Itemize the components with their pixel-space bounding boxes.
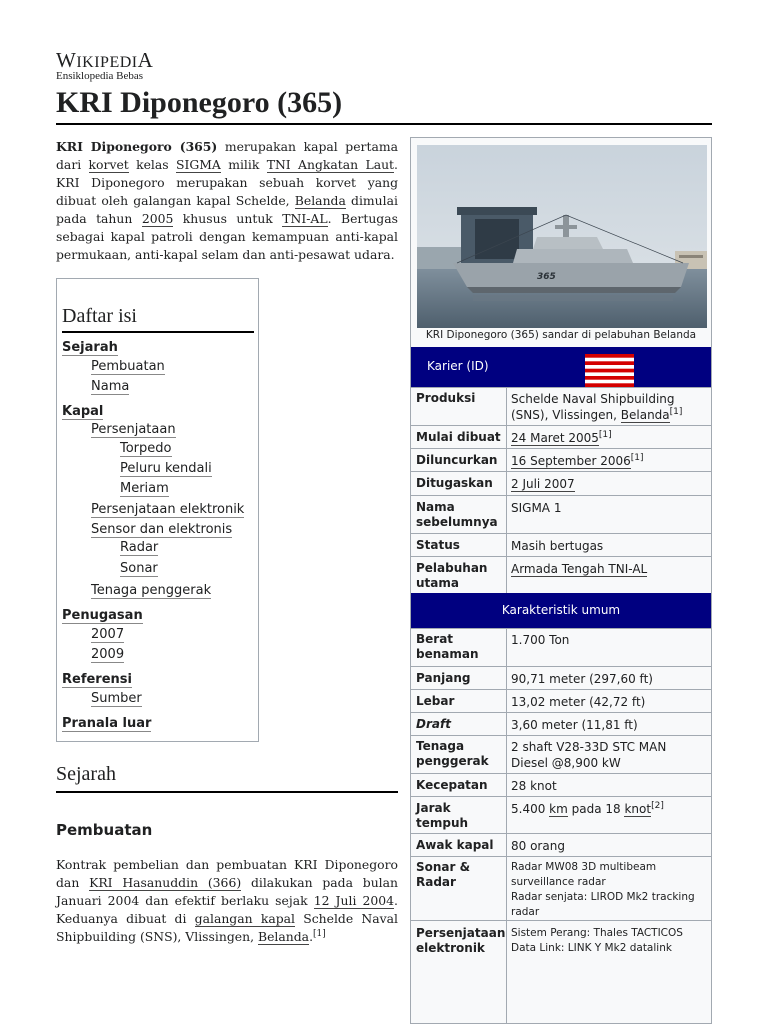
intro-paragraph [56,138,398,264]
toc-item-nama[interactable]: Nama [91,379,130,394]
link-kri-hasanuddin[interactable]: KRI Hasanuddin (366) [89,875,242,890]
link-km[interactable]: km [549,802,568,816]
link-galangan-kapal[interactable]: galangan kapal [194,911,295,926]
characteristics-header: Karakteristik umum [411,593,711,628]
wikipedia-logo[interactable]: WIKIPEDIA [56,48,154,72]
link-2005[interactable]: 2005 [141,211,174,226]
toc-title: Daftar isi [62,305,137,327]
infobox-row-ditugaskan: Ditugaskan 2 Juli 2007 [411,471,711,496]
hull-number: 365 [537,272,556,282]
intro-text: . KRI Diponegoro merupakan sebuah korvet yang dibuat oleh galangan kapal Schelde, [56,157,398,208]
link-belanda-2[interactable]: Belanda [257,929,310,944]
pembuatan-paragraph: Kontrak pembelian dan pembuatan KRI Diponegoro dan KRI Hasanuddin (366) dilakukan pada bulan Januari 2004 dan efektif berlaku sejak 12 Juli 2004. Keduanya dibuat di galangan kapal Schelde Naval Shipbuilding (SNS), Vlissingen, Belanda.[1] [56,857,398,944]
link-12-juli-2004[interactable]: 12 Juli 2004 [313,893,395,908]
toc-item-kapal[interactable]: Kapal [62,404,104,419]
intro-text: merupakan kapal pertama dari [56,139,398,172]
title-underline [56,123,712,125]
reference-1[interactable]: [1] [313,928,326,939]
career-header [411,347,711,387]
page-title: KRI Diponegoro (365) [56,86,343,119]
toc-item-penugasan[interactable]: Penugasan [62,608,143,623]
infobox-row-pelabuhan-utama: Pelabuhan utama Armada Tengah TNI-AL [411,556,711,594]
toc-item-peluru-kendali[interactable]: Peluru kendali [120,461,212,476]
reference-1[interactable]: [1] [669,407,683,417]
link-armada-tengah[interactable]: Armada Tengah TNI-AL [511,562,648,576]
intro-text: khusus untuk [173,211,283,226]
link-16-september-2006[interactable]: 16 September 2006 [511,454,631,468]
reference-1[interactable]: [1] [630,453,644,463]
infobox-row-draft: Draft 3,60 meter (11,81 ft) [411,712,711,736]
table-of-contents [56,278,259,742]
infobox-row-diluncurkan: Diluncurkan 16 September 2006[1] [411,448,711,472]
toc-item-pembuatan[interactable]: Pembuatan [91,359,165,374]
infobox-row-berat: Berat benaman 1.700 Ton [411,628,711,667]
infobox-row-kecepatan: Kecepatan 28 knot [411,773,711,797]
infobox-row-jarak-tempuh: Jarak tempuh 5.400 km pada 18 knot[2] [411,796,711,834]
infobox-row-mulai-dibuat: Mulai dibuat 24 Maret 2005[1] [411,425,711,449]
subsection-heading-pembuatan: Pembuatan [56,821,153,839]
link-24-maret-2005[interactable]: 24 Maret 2005 [511,431,599,445]
reference-2[interactable]: [2] [651,801,664,811]
photo-caption: KRI Diponegoro (365) sandar di pelabuhan Belanda [425,329,697,341]
wikipedia-tagline: Ensiklopedia Bebas [56,70,144,82]
toc-item-torpedo[interactable]: Torpedo [120,441,172,456]
toc-item-meriam[interactable]: Meriam [120,481,169,496]
career-label: Karier (ID) [427,359,489,373]
infobox-row-status: Status Masih bertugas [411,533,711,557]
link-belanda-infobox[interactable]: Belanda [620,408,670,422]
ship-photo[interactable] [417,145,707,328]
section-heading-sejarah: Sejarah [56,763,116,785]
toc-item-sensor-dan-elektronis[interactable]: Sensor dan elektronis [91,522,233,537]
intro-text: milik [220,157,267,172]
infobox-row-awak-kapal: Awak kapal 80 orang [411,833,711,857]
infobox-row-tenaga-penggerak: Tenaga penggerak 2 shaft V28-33D STC MAN Diesel @8,900 kW [411,735,711,774]
intro-text: kelas [128,157,176,172]
link-tni-al[interactable]: TNI-AL [282,211,328,226]
infobox-row-sonar-radar: Sonar & Radar Radar MW08 3D multibeam surveillance radar Radar senjata: LIROD Mk2 tracking radar [411,856,711,921]
toc-item-sejarah[interactable]: Sejarah [62,340,118,355]
link-korvet[interactable]: korvet [88,157,129,172]
toc-item-2009[interactable]: 2009 [91,647,125,662]
toc-item-sonar[interactable]: Sonar [120,561,158,576]
infobox-row-lebar: Lebar 13,02 meter (42,72 ft) [411,689,711,713]
toc-item-referensi[interactable]: Referensi [62,672,132,687]
flag-icon [585,354,634,387]
toc-item-sumber[interactable]: Sumber [91,691,142,706]
toc-item-radar[interactable]: Radar [120,540,159,555]
link-belanda[interactable]: Belanda [294,193,346,208]
toc-item-tenaga-penggerak[interactable]: Tenaga penggerak [91,583,212,598]
infobox-row-nama-sebelumnya: Nama sebelumnya SIGMA 1 [411,495,711,534]
section-underline [56,791,398,793]
link-2-juli-2007[interactable]: 2 Juli 2007 [511,477,575,491]
toc-item-2007[interactable]: 2007 [91,627,125,642]
infobox-row-produksi: Produksi Schelde Naval Shipbuilding (SNS), Vlissingen, Belanda[1] [411,387,711,426]
toc-item-pranala-luar[interactable]: Pranala luar [62,716,152,731]
toc-item-persenjataan-elektronik[interactable]: Persenjataan elektronik [91,502,245,517]
intro-bold-title: KRI Diponegoro (365) [56,139,218,154]
toc-item-persenjataan[interactable]: Persenjataan [91,422,176,437]
infobox-row-persenjataan-elektronik: Persenjataan elektronik Sistem Perang: Thales TACTICOS Data Link: LINK Y Mk2 datalink [411,920,711,1024]
infobox [410,137,712,1024]
toc-title-underline [62,331,254,333]
link-knot[interactable]: knot [624,802,652,816]
reference-1[interactable]: [1] [598,430,612,440]
intro-text: dimulai pada tahun [56,193,398,226]
link-tni-angkatan-laut[interactable]: TNI Angkatan Laut [266,157,395,172]
intro-text: . Bertugas sebagai kapal patroli dengan kemampuan anti-kapal permukaan, anti-kapal selam dan anti-pesawat udara. [56,211,398,262]
link-sigma[interactable]: SIGMA [175,157,221,172]
infobox-row-panjang: Panjang 90,71 meter (297,60 ft) [411,666,711,690]
